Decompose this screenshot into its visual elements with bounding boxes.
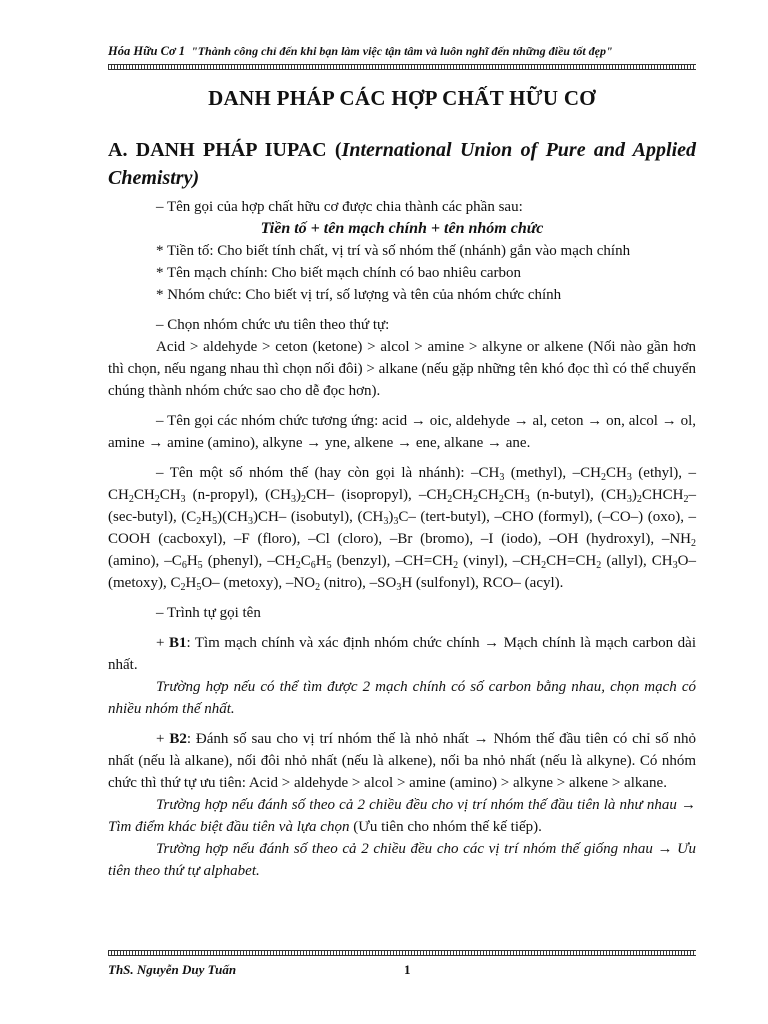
header-rule <box>108 64 696 70</box>
step-2-note-2: Trường hợp nếu đánh số theo cả 2 chiều đều cho các vị trí nhóm thế giống nhau → Ưu tiên theo thứ tự alphabet. <box>108 841 696 879</box>
step-1-paragraph: + B1: Tìm mạch chính và xác định nhóm chức chính → Mạch chính là mạch carbon dài nhất. <box>108 635 696 673</box>
priority-heading: – Chọn nhóm chức ưu tiên theo thứ tự: <box>156 317 390 333</box>
header-motto: "Thành công chỉ đến khi bạn làm việc tận tâm và luôn nghĩ đến những điều tốt đẹp" <box>191 44 613 58</box>
naming-order-heading: – Trình tự gọi tên <box>156 605 261 621</box>
page-header <box>108 44 696 59</box>
step-2-paragraph: + B2: Đánh số sau cho vị trí nhóm thế là nhỏ nhất → Nhóm thế đầu tiên có chỉ số nhỏ nhất (nếu là alkane), nối đôi nhỏ nhất (nếu là alkene), nối ba nhỏ nhất (nếu là alkyne). Có nhóm chức thì thứ tự ưu tiên: Acid > aldehyde > alcol > amine (amino) > alkyne > alkene > alkane. <box>108 731 696 791</box>
naming-formula: Tiền tố + tên mạch chính + tên nhóm chức <box>260 220 544 237</box>
substituent-paragraph: – Tên một số nhóm thế (hay còn gọi là nhánh): $-CH_3$ (methyl), $-CH_2CH_3$ (ethyl), $-CH_2CH_2CH_3$ (n-propyl), $(CH_3)_2CH-$ (isopropyl), $-CH_2CH_2CH_2CH_3$ (n-butyl), $(CH_3)_2CHCH_2-$ (sec-butyl), $(C_2H_5)(CH_3)CH-$ (isobutyl), $(CH_3)_3C-$ (tert-butyl), –CHO (formyl), (–CO–) (oxo), –COOH (cacboxyl), –F (floro), –Cl (cloro), –Br (bromo), –I (iodo), –OH (hydroxyl), $-NH_2$ (amino), $-C_6H_5$ (phenyl), $-CH_2C_6H_5$ (benzyl), $-CH=CH_2$ (vinyl), $-CH_2CH=CH_2$ (allyl), $CH_3O-$ (metoxy), $C_2H_5O-$ (metoxy), $-NO_2$ (nitro), $-SO_3H$ (sulfonyl), RCO– (acyl). <box>108 465 696 593</box>
footer-rule <box>108 950 696 956</box>
step-1-note: Trường hợp nếu có thể tìm được 2 mạch chính có số carbon bằng nhau, chọn mạch có nhiều nhóm thế nhất. <box>108 679 696 717</box>
bullet-prefix: * Tiền tố: Cho biết tính chất, vị trí và số nhóm thế (nhánh) gắn vào mạch chính <box>156 243 631 259</box>
intro-paragraph: – Tên gọi của hợp chất hữu cơ được chia thành các phần sau: <box>156 199 523 215</box>
section-heading-a: A. DANH PHÁP IUPAC (International Union of Pure and Applied Chemistry) <box>108 139 696 189</box>
bullet-functional-group: * Nhóm chức: Cho biết vị trí, số lượng và tên của nhóm chức chính <box>156 287 562 303</box>
document-body <box>108 136 696 882</box>
header-course: Hóa Hữu Cơ 1 <box>108 44 186 58</box>
footer-author: ThS. Nguyễn Duy Tuấn <box>108 962 237 977</box>
suffix-paragraph: – Tên gọi các nhóm chức tương ứng: acid → oic, aldehyde → al, ceton → on, alcol → ol, amine → amine (amino), alkyne → yne, alkene → ene, alkane → ane. <box>108 413 696 451</box>
page-number: 1 <box>404 962 411 977</box>
bullet-main-chain: * Tên mạch chính: Cho biết mạch chính có bao nhiêu carbon <box>156 265 522 281</box>
priority-paragraph: Acid > aldehyde > ceton (ketone) > alcol > amine > alkyne or alkene (Nối nào gần hơn thì chọn, nếu ngang nhau thì chọn nối đôi) > alkane (nếu gặp những tên khó đọc thì có thể chuyển chúng thành nhóm chức sao cho dễ đọc hơn). <box>108 339 696 399</box>
page-title: DANH PHÁP CÁC HỢP CHẤT HỮU CƠ <box>208 86 596 110</box>
page-footer <box>108 962 696 982</box>
step-2-note-1: Trường hợp nếu đánh số theo cả 2 chiều đều cho vị trí nhóm thế đầu tiên là như nhau → Tìm điểm khác biệt đầu tiên và lựa chọn (Ưu tiên cho nhóm thế kế tiếp). <box>108 797 696 835</box>
